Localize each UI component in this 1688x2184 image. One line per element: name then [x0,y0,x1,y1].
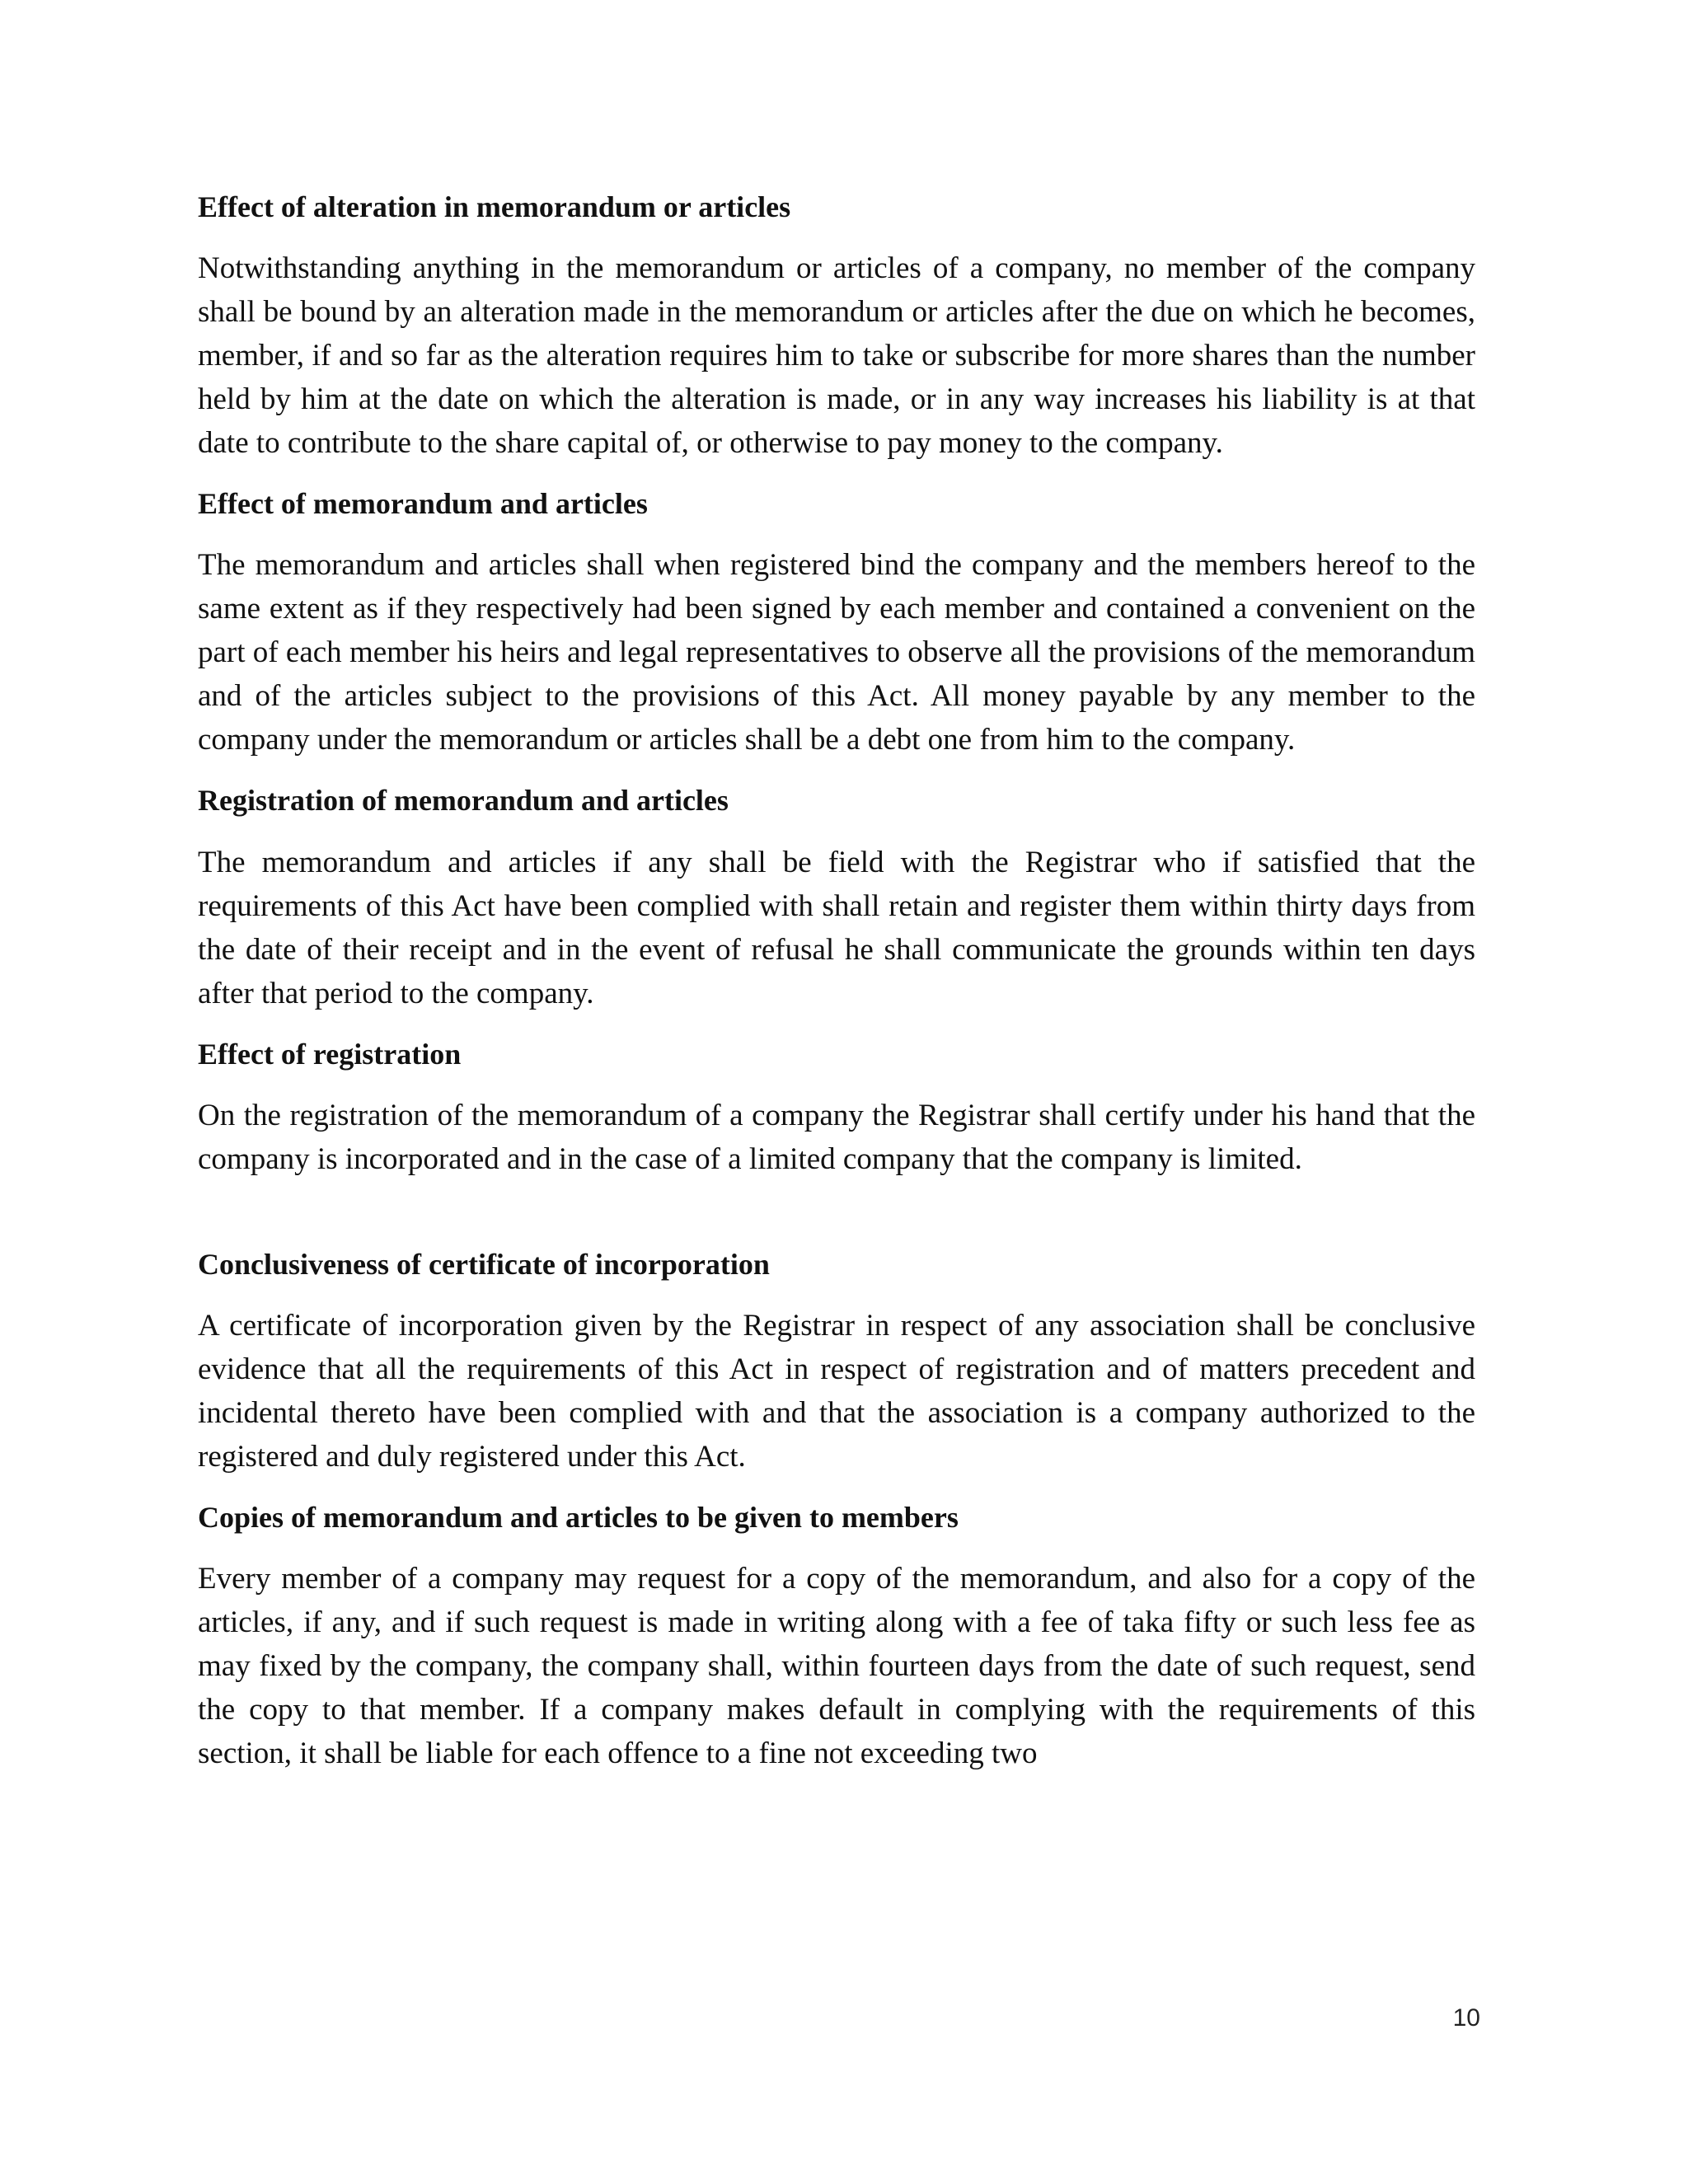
section-heading: Copies of memorandum and articles to be given to members [198,1500,959,1534]
section-registration-effect [198,1037,1475,1181]
section-heading: Effect of alteration in memorandum or articles [198,190,791,223]
section-heading: Effect of registration [198,1037,462,1071]
section-heading: Conclusiveness of certificate of incorporation [198,1247,770,1281]
section-heading: Effect of memorandum and articles [198,487,648,521]
section-alteration-effect [198,190,1475,465]
section-heading: Registration of memorandum and articles [198,784,729,818]
section-registration-memorandum [198,783,1475,1015]
section-spacer [198,1202,1475,1247]
section-paragraph: On the registration of the memorandum of a company the Registrar shall certify under his hand that the company is incorporated and in the case of a limited company that the company is limited. [198,1098,1475,1176]
document-page [198,190,1475,1797]
page-number: 10 [1452,2004,1480,2032]
section-paragraph: Notwithstanding anything in the memorandum or articles of a company, no member of the company shall be bound by an alteration made in the memorandum or articles after the due on which he becomes, member, if and so far as the alteration requires him to take or subscribe for more shares than the number held by him at the date on which the alteration is made, or in any way increases his liability is at that date to contribute to the share capital of, or otherwise to pay money to the company. [198,251,1475,461]
section-paragraph: The memorandum and articles shall when registered bind the company and the members hereof to the same extent as if they respectively had been signed by each member and contained a convenient on the part of each member his heirs and legal representatives to observe all the provisions of the memorandum and of the articles subject to the provisions of this Act. All money payable by any member to the company under the memorandum or articles shall be a debt one from him to the company. [198,548,1475,757]
section-copies-to-members [198,1500,1475,1775]
section-paragraph: A certificate of incorporation given by the Registrar in respect of any association shall be conclusive evidence that all the requirements of this Act in respect of registration and of matters precedent and incidental thereto have been complied with and that the association is a company authorized to the registered and duly registered under this Act. [198,1308,1475,1474]
section-certificate-conclusiveness [198,1247,1475,1479]
section-paragraph: The memorandum and articles if any shall be field with the Registrar who if satisfied that the requirements of this Act have been complied with shall retain and register them within thirty days from the date of their receipt and in the event of refusal he shall communicate the grounds within ten days after that period to the company. [198,845,1475,1010]
section-paragraph: Every member of a company may request for a copy of the memorandum, and also for a copy of the articles, if any, and if such request is made in writing along with a fee of taka fifty or such less fee as may fixed by the company, the company shall, within fourteen days from the date of such request, send the copy to that member. If a company makes default in complying with the requirements of this section, it shall be liable for each offence to a fine not exceeding two [198,1562,1475,1771]
section-memorandum-effect [198,486,1475,762]
